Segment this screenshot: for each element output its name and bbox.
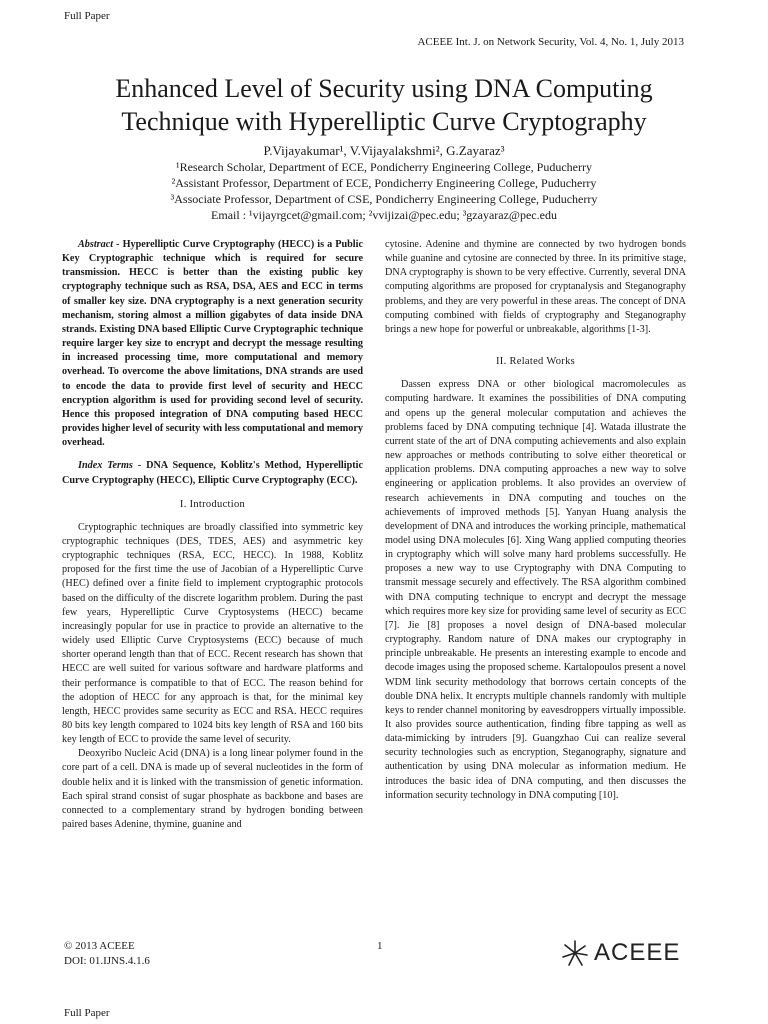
page-number: 1 bbox=[377, 940, 383, 952]
right-paragraph-continued: cytosine. Adenine and thymine are connected by two hydrogen bonds while guanine and cytosine are connected by three. In its primitive stage, DNA cryptography is shown to be very effective. Currently, several DNA computing algorithms are proposed for cryptanalysis and Steganography problems, and they are very powerful in these areas. The concept of DNA computing combined with fields of cryptography and Steganography brings a new hope for powerful or unbreakable, algorithms [1-3]. bbox=[385, 239, 686, 335]
title-line-2: Technique with Hyperelliptic Curve Cryptography bbox=[121, 107, 647, 136]
section-heading-introduction: I. Introduction bbox=[179, 498, 246, 510]
paper-title bbox=[40, 72, 728, 138]
copyright: © 2013 ACEEE bbox=[64, 940, 135, 952]
intro-paragraph-1: Cryptographic techniques are broadly classified into symmetric key cryptographic techniques (DES, TDES, AES) and asymmetric key cryptographic techniques (RSA, ECC, HECC). In 1988, Koblitz proposed for the first time the use of Jacobian of a Hyperelliptic Curve (HEC) defined over a finite field to implement cryptographic protocols based on the difficulty of the discrete logarithm problem. During the past few years, Hyperelliptic Curve Cryptosystems (HECC) became increasingly popular for use in practice to provide an alternative to the widely used Elliptic Curve Cryptosystems (ECC) because of much shorter operand length than that of ECC. Recent research has shown that HECC are well suited for various software and hardware platforms and their performance is compatible to that of ECC. The reason behind for the adoption of HECC for any approach is that, for the minimal key length, HECC provides same security as ECC and RSA. HECC requires 80 bits key length compared to 1024 bits key length of RSA and 160 bits key length of ECC to provide the same level of security. bbox=[62, 521, 363, 746]
abstract bbox=[62, 238, 363, 450]
index-terms-label: Index Terms - bbox=[78, 460, 142, 472]
doi: DOI: 01.IJNS.4.1.6 bbox=[64, 955, 150, 967]
right-column bbox=[385, 238, 686, 803]
author-block bbox=[40, 143, 728, 223]
left-column bbox=[62, 238, 363, 832]
bottom-label: Full Paper bbox=[64, 1007, 110, 1019]
abstract-text: Hyperelliptic Curve Cryptography (HECC) is a Public Key Cryptographic technique which is required for secure transmission. HECC is better than the existing public key cryptography technique such as RSA, DSA, AES and ECC in terms of smaller key size. DNA cryptography is a next generation security mechanism, storing almost a million gigabytes of data inside DNA strands. Existing DNA based Elliptic Curve Cryptographic technique require larger key size to encrypt and decrypt the message resulting in increased processing time, more computational and memory overhead. To overcome the above limitations, DNA strands are used to encode the data to provide first level of security and HECC encryption algorithm is used for providing second level of security. Hence this proposed integration of DNA computing based HECC provides higher level of security with less computational and memory overhead. bbox=[62, 239, 363, 449]
affiliation-1: ¹Research Scholar, Department of ECE, Pondicherry Engineering College, Puducherry bbox=[176, 160, 592, 174]
starburst-icon bbox=[560, 938, 590, 968]
logo-text: ACEEE bbox=[594, 939, 681, 966]
intro-paragraph-2: Deoxyribo Nucleic Acid (DNA) is a long linear polymer found in the core part of a cell. DNA is made up of several nucleotides in the form of double helix and it is linked with the transmission of genetic information. Each spiral strand consist of sugar phosphate as backbone and bases are connected to a complementary strand by hydrogen bonding between paired bases Adenine, thymine, guanine and bbox=[62, 748, 363, 831]
section-heading-related-works: II. Related Works bbox=[496, 356, 575, 368]
abstract-label: Abstract - bbox=[78, 239, 120, 250]
title-line-1: Enhanced Level of Security using DNA Computing bbox=[115, 74, 653, 103]
index-terms bbox=[62, 459, 363, 487]
journal-header: ACEEE Int. J. on Network Security, Vol. 4, No. 1, July 2013 bbox=[417, 36, 684, 48]
index-terms-text: DNA Sequence, Koblitz's Method, Hyperelliptic Curve Cryptography (HECC), Elliptic Curve Cryptography (ECC). bbox=[62, 460, 363, 486]
top-label: Full Paper bbox=[64, 10, 110, 22]
affiliation-2: ²Assistant Professor, Department of ECE, Pondicherry Engineering College, Puducherry bbox=[171, 176, 597, 190]
related-works-paragraph: Dassen express DNA or other biological macromolecules as computing hardware. It examines the possibilities of DNA computing and opens up the general molecular computation and achieves the problems faced by DNA computing technique [4]. Watada illustrate the current state of the art of DNA computing achievements and also explain new approaches or methods contributing to solve either theoretical or application problems. DNA computing approaches a new way to solve engineering or application problems. It also provides an overview of research achievements in DNA computing and touches on the achievements of improved methods [5]. Yanyan Huang analysis the development of DNA and introduces the working principle, mathematical model using DNA molecules [6]. Xing Wang applied computing theories in cryptography which will solve many hard problems successfully. He proposes a new way to use Cryptography with DNA Computing to transmit message securely and effectively. The RSA algorithm combined with DNA computing technique to encrypt and decrypt the message which requires more key size for providing same level of security as ECC [7]. Jie [8] proposes a novel design of DNA-based molecular cryptography. Random nature of DNA makes our cryptography in principle unbreakable. He presents an interesting example to encode and decode images using the proposed scheme. Kartalopoulos present a novel WDM link security methodology that borrows certain concepts of the double DNA helix. It encrypts multiple channels randomly with multiple keys to render channel monitoring by eavesdroppers virtually impossible. It also provides source authentication, finding fibre tapping as well as data-mimicking by intruders [9]. Guangzhao Cui can realize several security technologies such as encryption, Steganography, signature and authentication by using DNA molecular as information medium. He introduces the basic idea of DNA computing, and then discusses the information security technology in DNA computing [10]. bbox=[385, 379, 687, 801]
footer-left bbox=[64, 939, 150, 969]
author-names: P.Vijayakumar¹, V.Vijayalakshmi², G.Zayaraz³ bbox=[263, 143, 505, 158]
affiliation-3: ³Associate Professor, Department of CSE, Pondicherry Engineering College, Puducherry bbox=[170, 192, 598, 206]
author-emails: Email : ¹vijayrgcet@gmail.com; ²vvijizai@pec.edu; ³gzayaraz@pec.edu bbox=[211, 208, 557, 222]
aceee-logo bbox=[560, 938, 680, 968]
